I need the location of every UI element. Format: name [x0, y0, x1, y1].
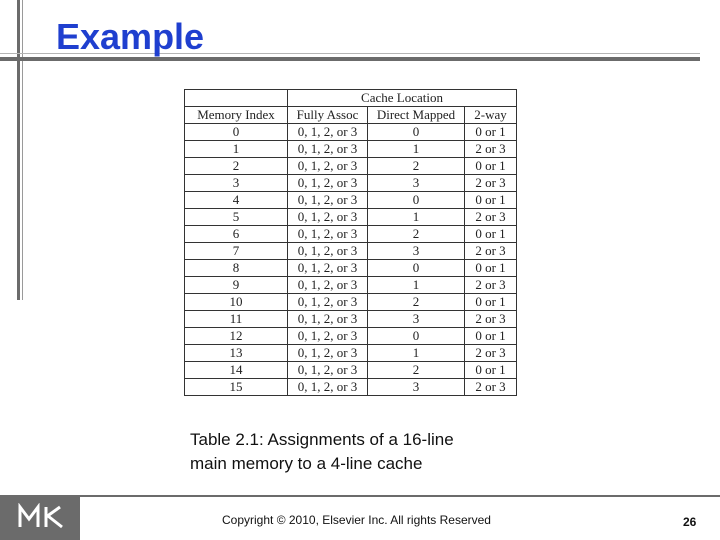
table-cell: 0, 1, 2, or 3 — [288, 260, 368, 277]
table-cell: 3 — [185, 175, 288, 192]
table-cell: 0, 1, 2, or 3 — [288, 158, 368, 175]
table-row — [185, 209, 517, 226]
table-cell: 0, 1, 2, or 3 — [288, 141, 368, 158]
table-cell: 0, 1, 2, or 3 — [288, 345, 368, 362]
table-cell: 0 — [368, 328, 465, 345]
table-cell: 0 or 1 — [465, 192, 517, 209]
table-cell: 3 — [368, 175, 465, 192]
table-cell: 2 or 3 — [465, 345, 517, 362]
table-row — [185, 345, 517, 362]
slide-footer — [0, 495, 720, 540]
table-cell: 15 — [185, 379, 288, 396]
column-header: Fully Assoc — [288, 107, 368, 124]
table-cell: 12 — [185, 328, 288, 345]
table-row — [185, 379, 517, 396]
table-body — [185, 124, 517, 396]
table-row — [185, 175, 517, 192]
table-cell: 8 — [185, 260, 288, 277]
table-group-header: Cache Location — [288, 90, 517, 107]
table-cell: 0, 1, 2, or 3 — [288, 192, 368, 209]
cache-assignment-table — [184, 89, 517, 396]
table-cell: 0, 1, 2, or 3 — [288, 277, 368, 294]
table-cell: 14 — [185, 362, 288, 379]
table-cell: 0, 1, 2, or 3 — [288, 124, 368, 141]
table-cell: 0 or 1 — [465, 226, 517, 243]
table-cell: 2 — [368, 158, 465, 175]
frame-vertical-line — [17, 0, 20, 300]
table-cell: 10 — [185, 294, 288, 311]
table-row — [185, 311, 517, 328]
page-number: 26 — [683, 515, 697, 529]
table-cell: 0 — [368, 260, 465, 277]
table-row — [185, 260, 517, 277]
table-cell: 1 — [368, 345, 465, 362]
table-caption — [190, 428, 530, 476]
table-cell: 3 — [368, 379, 465, 396]
table-cell: 2 or 3 — [465, 311, 517, 328]
table-cell: 11 — [185, 311, 288, 328]
table-cell: 9 — [185, 277, 288, 294]
copyright-text: Copyright © 2010, Elsevier Inc. All rights Reserved — [222, 513, 491, 527]
slide-title: Example — [56, 16, 205, 57]
table-cell: 0 — [185, 124, 288, 141]
table-cell: 0, 1, 2, or 3 — [288, 209, 368, 226]
table-cell: 5 — [185, 209, 288, 226]
table-cell: 3 — [368, 243, 465, 260]
table-row — [185, 124, 517, 141]
publisher-logo-icon — [18, 503, 72, 531]
table-cell: 0 or 1 — [465, 158, 517, 175]
table-group-header-row — [185, 90, 517, 107]
table-cell: 2 or 3 — [465, 141, 517, 158]
table-row — [185, 277, 517, 294]
table-row — [185, 158, 517, 175]
table-cell: 2 — [368, 362, 465, 379]
table-cell: 0 or 1 — [465, 294, 517, 311]
table-cell: 0, 1, 2, or 3 — [288, 379, 368, 396]
column-header: 2-way — [465, 107, 517, 124]
table-cell: 0 — [368, 192, 465, 209]
table-cell: 0 — [368, 124, 465, 141]
table-cell: 4 — [185, 192, 288, 209]
caption-line: Table 2.1: Assignments of a 16-line — [190, 430, 454, 449]
column-header: Direct Mapped — [368, 107, 465, 124]
table-cell: 13 — [185, 345, 288, 362]
table-row — [185, 141, 517, 158]
table-cell: 0, 1, 2, or 3 — [288, 226, 368, 243]
table-row — [185, 328, 517, 345]
table-header-blank — [185, 90, 288, 107]
table-cell: 2 or 3 — [465, 379, 517, 396]
table-cell: 0 or 1 — [465, 362, 517, 379]
table-cell: 1 — [368, 277, 465, 294]
table-row — [185, 226, 517, 243]
table-cell: 2 or 3 — [465, 175, 517, 192]
table-cell: 3 — [368, 311, 465, 328]
table-row — [185, 294, 517, 311]
table-cell: 2 — [368, 294, 465, 311]
table-cell: 2 or 3 — [465, 243, 517, 260]
footer-logo-panel — [0, 495, 80, 540]
table-cell: 0 or 1 — [465, 260, 517, 277]
table-cell: 0, 1, 2, or 3 — [288, 311, 368, 328]
table-row — [185, 362, 517, 379]
table-cell: 6 — [185, 226, 288, 243]
table-cell: 0, 1, 2, or 3 — [288, 294, 368, 311]
table-cell: 2 — [368, 226, 465, 243]
table-header-row — [185, 107, 517, 124]
table-cell: 2 or 3 — [465, 277, 517, 294]
table-cell: 0, 1, 2, or 3 — [288, 243, 368, 260]
table-cell: 1 — [185, 141, 288, 158]
table-cell: 0, 1, 2, or 3 — [288, 328, 368, 345]
caption-line: main memory to a 4-line cache — [190, 454, 423, 473]
footer-divider — [80, 495, 720, 497]
table-cell: 2 — [185, 158, 288, 175]
table-cell: 0, 1, 2, or 3 — [288, 175, 368, 192]
column-header: Memory Index — [185, 107, 288, 124]
table-cell: 1 — [368, 209, 465, 226]
table-cell: 7 — [185, 243, 288, 260]
table-cell: 0 or 1 — [465, 328, 517, 345]
frame-vertical-line-thin — [22, 0, 23, 300]
table-cell: 1 — [368, 141, 465, 158]
table-row — [185, 243, 517, 260]
table-cell: 2 or 3 — [465, 209, 517, 226]
table-row — [185, 192, 517, 209]
table-cell: 0, 1, 2, or 3 — [288, 362, 368, 379]
table-cell: 0 or 1 — [465, 124, 517, 141]
